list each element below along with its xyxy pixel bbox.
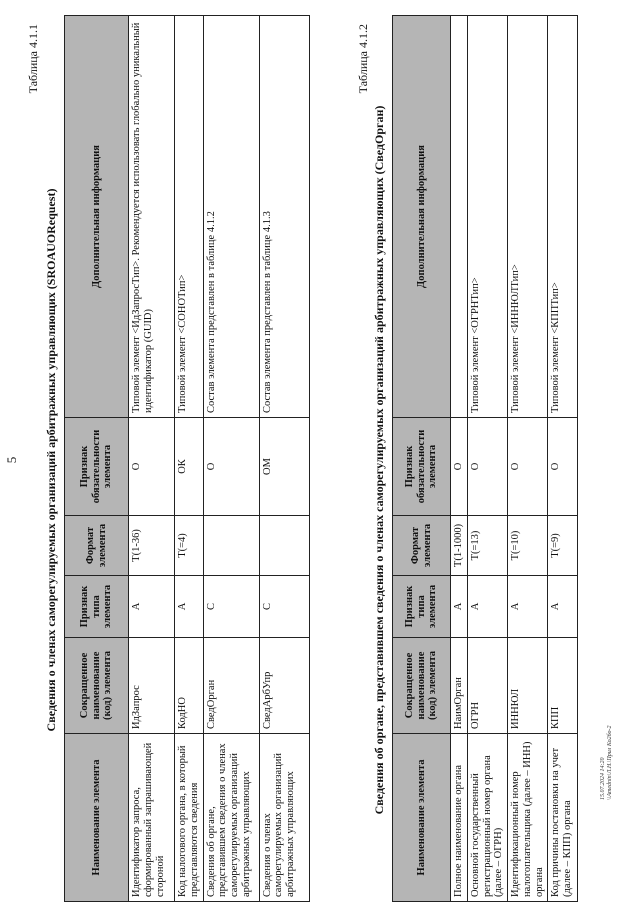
cell-additional-info: Типовой элемент <ИдЗапросТип>. Рекомендуется использовать глобально уникальный идентификатор (GUID) bbox=[129, 16, 175, 418]
header-element-required: Признак обязательности элемента bbox=[393, 418, 451, 516]
cell-element-type: С bbox=[203, 576, 259, 638]
table-row bbox=[203, 16, 259, 902]
table-row bbox=[548, 16, 578, 902]
cell-element-type: А bbox=[548, 576, 578, 638]
cell-element-type: С bbox=[259, 576, 309, 638]
header-element-code: Сокращенное наименование (код) элемента bbox=[65, 638, 129, 734]
page-number: 5 bbox=[4, 456, 19, 464]
cell-element-required: О bbox=[451, 418, 468, 516]
cell-element-required: ОК bbox=[175, 418, 204, 516]
header-element-format: Формат элемента bbox=[393, 516, 451, 576]
header-element-name: Наименование элемента bbox=[393, 734, 451, 902]
table-row bbox=[467, 16, 507, 902]
cell-element-format: T(1-1000) bbox=[451, 516, 468, 576]
header-element-type: Признак типа элемента bbox=[65, 576, 129, 638]
cell-element-type: А bbox=[175, 576, 204, 638]
table-row bbox=[259, 16, 309, 902]
cell-element-format: T(1-36) bbox=[129, 516, 175, 576]
table-4-1-2-title: Сведения об органе, представившем сведения о членах саморегулируемых организаций арбитражных управляющих (СведОрган) bbox=[372, 105, 386, 815]
cell-element-format: T(=10) bbox=[508, 516, 548, 576]
header-additional-info: Дополнительная информация bbox=[393, 16, 451, 418]
cell-element-code: ОГРН bbox=[467, 638, 507, 734]
cell-element-format: T(=13) bbox=[467, 516, 507, 576]
table-row bbox=[175, 16, 204, 902]
cell-additional-info: Состав элемента представлен в таблице 4.1.2 bbox=[203, 16, 259, 418]
cell-additional-info bbox=[451, 16, 468, 418]
header-element-format: Формат элемента bbox=[65, 516, 129, 576]
cell-additional-info: Типовой элемент <ИННЮЛТип> bbox=[508, 16, 548, 418]
cell-additional-info: Состав элемента представлен в таблице 4.1.3 bbox=[259, 16, 309, 418]
cell-element-type: А bbox=[451, 576, 468, 638]
header-additional-info: Дополнительная информация bbox=[65, 16, 129, 418]
cell-element-name: Полное наименование органа bbox=[451, 734, 468, 902]
cell-element-name: Основной государственный регистрационный номер органа (далее – ОГРН) bbox=[467, 734, 507, 902]
table-4-1-2-label: Таблица 4.1.2 bbox=[356, 24, 370, 94]
cell-element-format: T(=9) bbox=[548, 516, 578, 576]
header-element-code: Сокращенное наименование (код) элемента bbox=[393, 638, 451, 734]
cell-additional-info: Типовой элемент <КППТип> bbox=[548, 16, 578, 418]
cell-element-name: Идентификатор запроса, сформированный запрашивающей стороной bbox=[129, 734, 175, 902]
table-row bbox=[451, 16, 468, 902]
cell-element-name: Код налогового органа, в который представляются сведения bbox=[175, 734, 204, 902]
cell-element-code: НаимОрган bbox=[451, 638, 468, 734]
table-4-1-1 bbox=[64, 15, 310, 902]
cell-element-required: ОМ bbox=[259, 418, 309, 516]
cell-element-required: О bbox=[129, 418, 175, 516]
footer-note bbox=[600, 725, 614, 800]
cell-element-code: КПП bbox=[548, 638, 578, 734]
cell-element-name: Код причины постановки на учет (далее – КПП) органа bbox=[548, 734, 578, 902]
cell-element-type: А bbox=[508, 576, 548, 638]
cell-element-required: О bbox=[508, 418, 548, 516]
cell-additional-info: Типовой элемент <СОНОТип> bbox=[175, 16, 204, 418]
cell-element-required: О bbox=[548, 418, 578, 516]
table-row bbox=[129, 16, 175, 902]
cell-element-code: ИННЮЛ bbox=[508, 638, 548, 734]
cell-element-code: ИдЗапрос bbox=[129, 638, 175, 734]
table-4-1-1-label: Таблица 4.1.1 bbox=[26, 24, 40, 94]
cell-element-format bbox=[203, 516, 259, 576]
cell-element-name: Сведения о членах саморегулируемых организаций арбитражных управляющих bbox=[259, 734, 309, 902]
cell-element-type: А bbox=[467, 576, 507, 638]
header-element-required: Признак обязательности элемента bbox=[65, 418, 129, 516]
cell-element-required: О bbox=[467, 418, 507, 516]
table-header-row bbox=[65, 16, 129, 902]
cell-element-code: СведАрбУпр bbox=[259, 638, 309, 734]
cell-element-required: О bbox=[203, 418, 259, 516]
table-header-row bbox=[393, 16, 451, 902]
footer-path: \\Amednin\Л.Н.\Прил Ко2бо-2 bbox=[607, 725, 614, 800]
cell-element-name: Сведения об органе, представившем сведения о членах саморегулируемых организаций арбитражных управляющих bbox=[203, 734, 259, 902]
footer-timestamp: 15.07.2024 14:20 bbox=[600, 757, 606, 800]
cell-element-format bbox=[259, 516, 309, 576]
cell-element-type: А bbox=[129, 576, 175, 638]
cell-element-name: Идентификационный номер налогоплательщика (далее – ИНН) органа bbox=[508, 734, 548, 902]
cell-element-code: КодНО bbox=[175, 638, 204, 734]
cell-additional-info: Типовой элемент <ОГРНТип> bbox=[467, 16, 507, 418]
header-element-type: Признак типа элемента bbox=[393, 576, 451, 638]
cell-element-code: СведОрган bbox=[203, 638, 259, 734]
table-row bbox=[508, 16, 548, 902]
cell-element-format: T(=4) bbox=[175, 516, 204, 576]
table-4-1-2 bbox=[392, 15, 578, 902]
table-4-1-1-title: Сведения о членах саморегулируемых организаций арбитражных управляющих (SROAUORequest) bbox=[44, 188, 58, 732]
header-element-name: Наименование элемента bbox=[65, 734, 129, 902]
